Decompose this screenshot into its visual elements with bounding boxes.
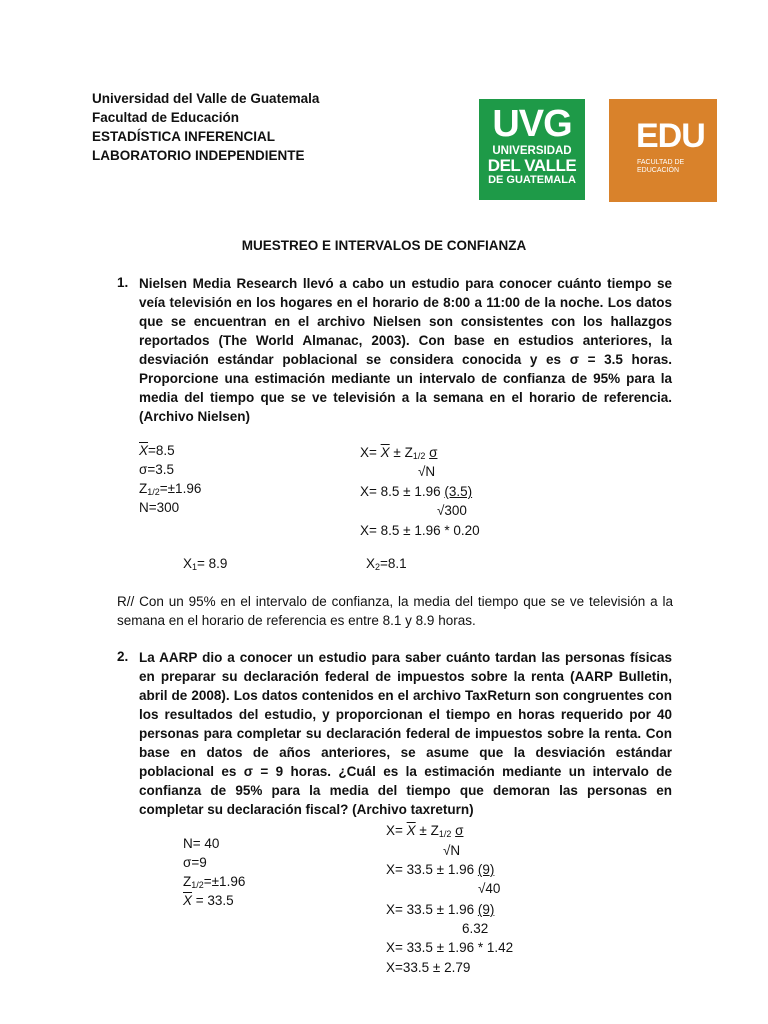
p2-formula: $X= \overline{X} \pm Z_{1/2}$ σ: [386, 823, 464, 839]
uvg-logo-line2: DEL VALLE: [487, 156, 577, 175]
p1-given-z: $Z_{1/2}=\pm 1.96$: [139, 481, 202, 497]
uvg-logo-line3: DE GUATEMALA: [488, 174, 576, 186]
p2-given-sigma: σ=9: [183, 855, 207, 870]
p2-substitution: X= 33.5 ± 1.96 (9): [386, 862, 495, 877]
uvg-logo-line1: UNIVERSIDAD: [492, 145, 572, 157]
problem2-number: 2.: [117, 649, 129, 664]
edu-logo-mark: EDU: [636, 117, 705, 155]
p2-margin: X=33.5 ± 2.79: [386, 960, 471, 975]
p1-answer: R// Con un 95% en el intervalo de confianza, la media del tiempo que se ve televisión a la semana en el horario de referencia es entre 8.1 y 8.9 horas.: [117, 594, 673, 628]
p1-given-sigma: σ=3.5: [139, 462, 174, 477]
p1-formula-denominator: √N: [418, 464, 436, 479]
p2-denominator-value: 6.32: [462, 921, 489, 936]
p2-product: X= 33.5 ± 1.96 * 1.42: [386, 940, 514, 955]
uvg-logo: [479, 99, 585, 200]
p2-given-n: N= 40: [183, 836, 220, 851]
p1-x2-result: $X_2=8.1$: [366, 556, 407, 572]
edu-logo-line2: EDUCACIÓN: [637, 167, 680, 174]
document-title: MUESTREO E INTERVALOS DE CONFIANZA: [241, 238, 527, 253]
p2-given-z: $Z_{1/2}=\pm 1.96$: [183, 874, 246, 890]
p2-substitution-2: X= 33.5 ± 1.96 (9): [386, 902, 495, 917]
header-lab: LABORATORIO INDEPENDIENTE: [92, 148, 305, 163]
p1-product: X= 8.5 ± 1.96 * 0.20: [360, 523, 480, 538]
header-course: ESTADÍSTICA INFERENCIAL: [92, 129, 276, 144]
edu-logo-line1: FACULTAD DE: [637, 159, 685, 166]
p1-formula: $X= \overline{X} \pm Z_{1/2}$ σ: [360, 445, 438, 461]
p1-substitution: X= 8.5 ± 1.96 (3.5): [360, 484, 473, 499]
uvg-logo-mark: UVG: [492, 103, 572, 145]
p1-given-n: N=300: [139, 500, 180, 515]
edu-logo-caption: [637, 159, 684, 175]
p2-given-mean: $\overline{X} = 33.5$: [183, 893, 234, 908]
problem1-number: 1.: [117, 275, 129, 290]
p1-substitution-denominator: √300: [437, 503, 467, 518]
problem2-statement: La AARP dio a conocer un estudio para saber cuánto tardan las personas físicas en preparar su declaración federal de impuestos sobre la renta (AARP Bulletin, abril de 2008). Los datos contenidos en el archivo TaxReturn son congruentes con los resultados del estudio, y proporcionan el tiempo en horas requerido por 40 personas para completar su declaración federal de impuestos sobre la renta. Con base en datos de años anteriores, se asume que la desviación estándar poblacional es σ = 9 horas. ¿Cuál es la estimación mediante un intervalo de confianza de 95% para la media del tiempo que demoran las personas en completar su declaración fiscal? (Archivo taxreturn): [139, 650, 672, 817]
p2-substitution-denominator: √40: [478, 881, 501, 896]
p1-x1-result: $X_1= 8.9$: [183, 556, 228, 572]
header-university: Universidad del Valle de Guatemala: [92, 91, 320, 106]
p2-formula-denominator: √N: [443, 843, 461, 858]
header-faculty: Facultad de Educación: [92, 110, 240, 125]
p1-given-mean: $\overline{X}=8.5$: [139, 443, 175, 458]
edu-logo: [609, 99, 717, 202]
problem1-statement: Nielsen Media Research llevó a cabo un estudio para conocer cuánto tiempo se veía televisión en los hogares en el horario de 8:00 a 11:00 de la noche. Los datos que se encuentran en el archivo Nielsen son consistentes con los hallazgos reportados (The World Almanac, 2003). Con base en estudios anteriores, la desviación estándar poblacional se considera conocida y es σ = 3.5 horas. Proporcione una estimación mediante un intervalo de confianza de 95% para la media del tiempo que se ve televisión a la semana en el horario de referencia. (Archivo Nielsen): [139, 276, 672, 424]
